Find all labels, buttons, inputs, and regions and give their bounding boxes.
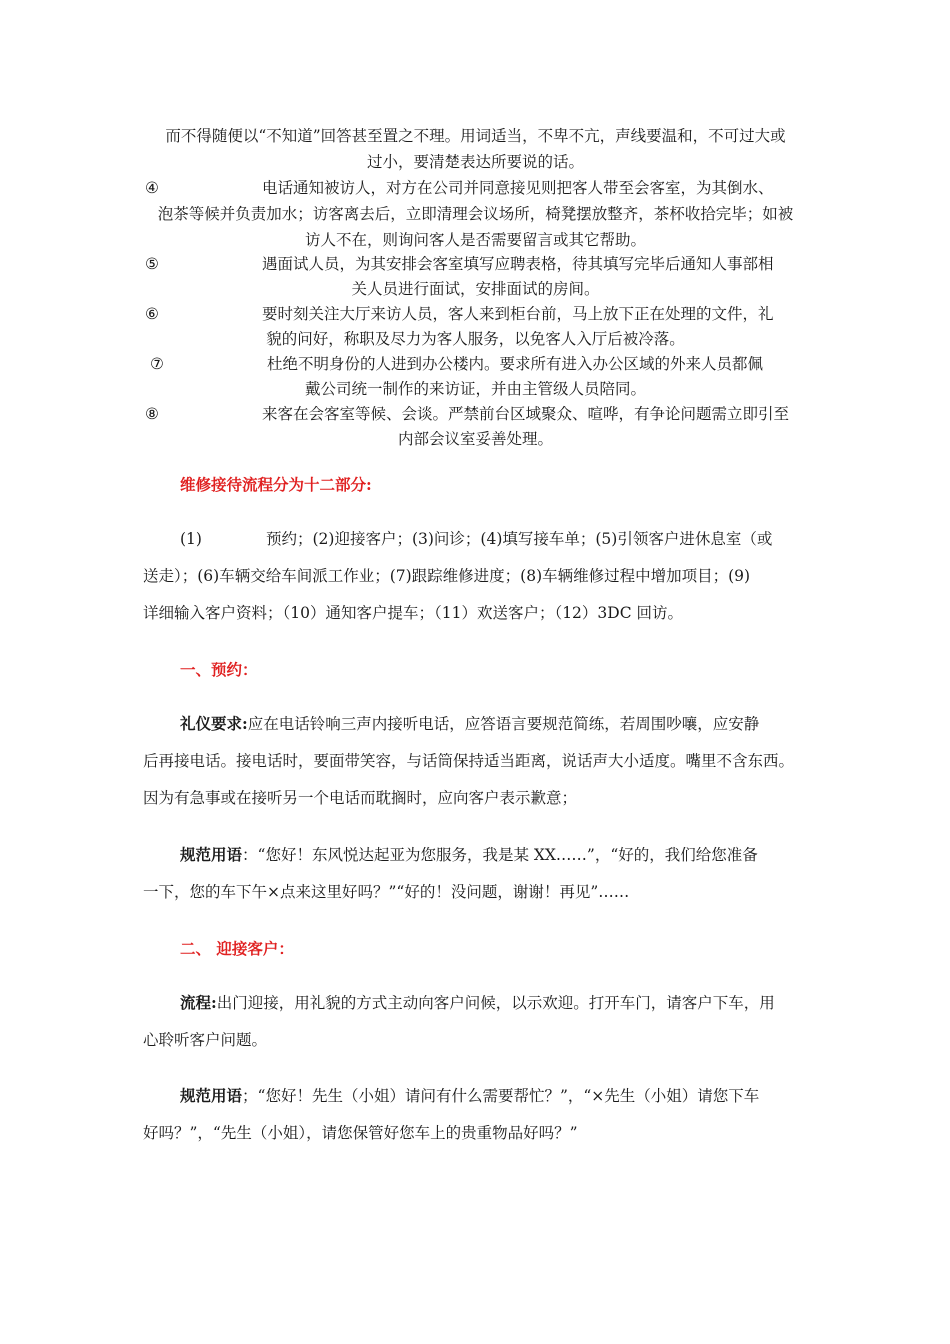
phrases-label: 规范用语 <box>180 1086 243 1105</box>
item-text: 内部会议室妥善处理。 <box>397 430 553 448</box>
phrases-line: 好吗？”，“先生（小姐），请您保管好您车上的贵重物品好吗？” <box>143 1124 578 1142</box>
etiquette-label: 礼仪要求: <box>180 714 248 733</box>
item-marker: ④ <box>145 179 159 197</box>
etiquette-text: 应在电话铃响三声内接听电话，应答语言要规范简练，若周围吵嚷，应安静 <box>247 715 760 733</box>
item-text: 关人员进行面试，安排面试的房间。 <box>351 280 600 298</box>
part2-heading: 二、 迎接客户： <box>180 939 294 958</box>
steps-line: 送走）；(6)车辆交给车间派工作业；(7)跟踪维修进度；(8)车辆维修过程中增加项目；(9) <box>143 567 751 585</box>
item-marker: ⑧ <box>145 405 159 423</box>
etiquette-line: 后再接电话。接电话时，要面带笑容，与话筒保持适当距离，说话声大小适度。嘴里不含东西。 <box>143 752 795 770</box>
part1-heading: 一、预约： <box>180 660 258 679</box>
paragraph-line: 过小，要清楚表达所要说的话。 <box>366 153 584 171</box>
item-marker: ⑤ <box>145 255 159 273</box>
item-text: 泡茶等候并负责加水；访客离去后，立即清理会议场所，椅凳摆放整齐，茶杯收拾完毕；如被 <box>157 205 794 223</box>
phrases-line <box>180 1083 808 1109</box>
item-text: 杜绝不明身份的人进到办公楼内。要求所有进入办公区域的外来人员都佩 <box>267 355 764 373</box>
phrases-label: 规范用语 <box>180 845 243 864</box>
etiquette-line: 因为有急事或在接听另一个电话而耽搁时，应向客户表示歉意； <box>143 789 578 807</box>
flow-label: 流程: <box>180 993 217 1012</box>
phrases-text: ；“您好！先生（小姐）请问有什么需要帮忙？”，“×先生（小姐）请您下车 <box>242 1087 760 1105</box>
flow-line <box>180 990 808 1016</box>
item-text: 来客在会客室等候、会谈。严禁前台区域聚众、喧哗，有争论问题需立即引至 <box>262 405 790 423</box>
etiquette-line <box>180 711 808 737</box>
phrases-line <box>180 842 808 868</box>
section-title: 维修接待流程分为十二部分: <box>180 475 372 494</box>
item-text: 电话通知被访人，对方在公司并同意接见则把客人带至会客室，为其倒水、 <box>262 179 774 197</box>
paragraph-line: 而不得随便以“不知道”回答甚至置之不理。用词适当，不卑不亢，声线要温和，不可过大或 <box>165 127 786 145</box>
item-text: 访人不在，则询问客人是否需要留言或其它帮助。 <box>304 231 646 249</box>
steps-line: 预约；(2)迎接客户；(3)问诊；(4)填写接车单；(5)引领客户进休息室（或 <box>266 530 773 548</box>
item-marker: ⑦ <box>150 355 164 373</box>
item-text: 貌的问好，称职及尽力为客人服务，以免客人入厅后被冷落。 <box>266 330 685 348</box>
flow-text: 出门迎接，用礼貌的方式主动向客户问候，以示欢迎。打开车门，请客户下车，用 <box>216 994 775 1012</box>
steps-line: 详细输入客户资料；（10）通知客户提车；（11）欢送客户；（12）3DC 回访。 <box>143 604 683 622</box>
item-text: 要时刻关注大厅来访人员，客人来到柜台前，马上放下正在处理的文件，礼 <box>262 305 774 323</box>
flow-line: 心聆听客户问题。 <box>143 1031 268 1049</box>
phrases-line: 一下，您的车下午×点来这里好吗？”“好的！没问题，谢谢！再见”…… <box>143 883 630 901</box>
item-text: 戴公司统一制作的来访证，并由主管级人员陪同。 <box>304 380 646 398</box>
item-text: 遇面试人员，为其安排会客室填写应聘表格，待其填写完毕后通知人事部相 <box>262 255 774 273</box>
item-marker: ⑥ <box>145 305 159 323</box>
steps-marker: (1) <box>180 530 202 548</box>
phrases-text: ：“您好！东风悦达起亚为您服务，我是某 XX……”，“好的，我们给您准备 <box>242 846 758 864</box>
